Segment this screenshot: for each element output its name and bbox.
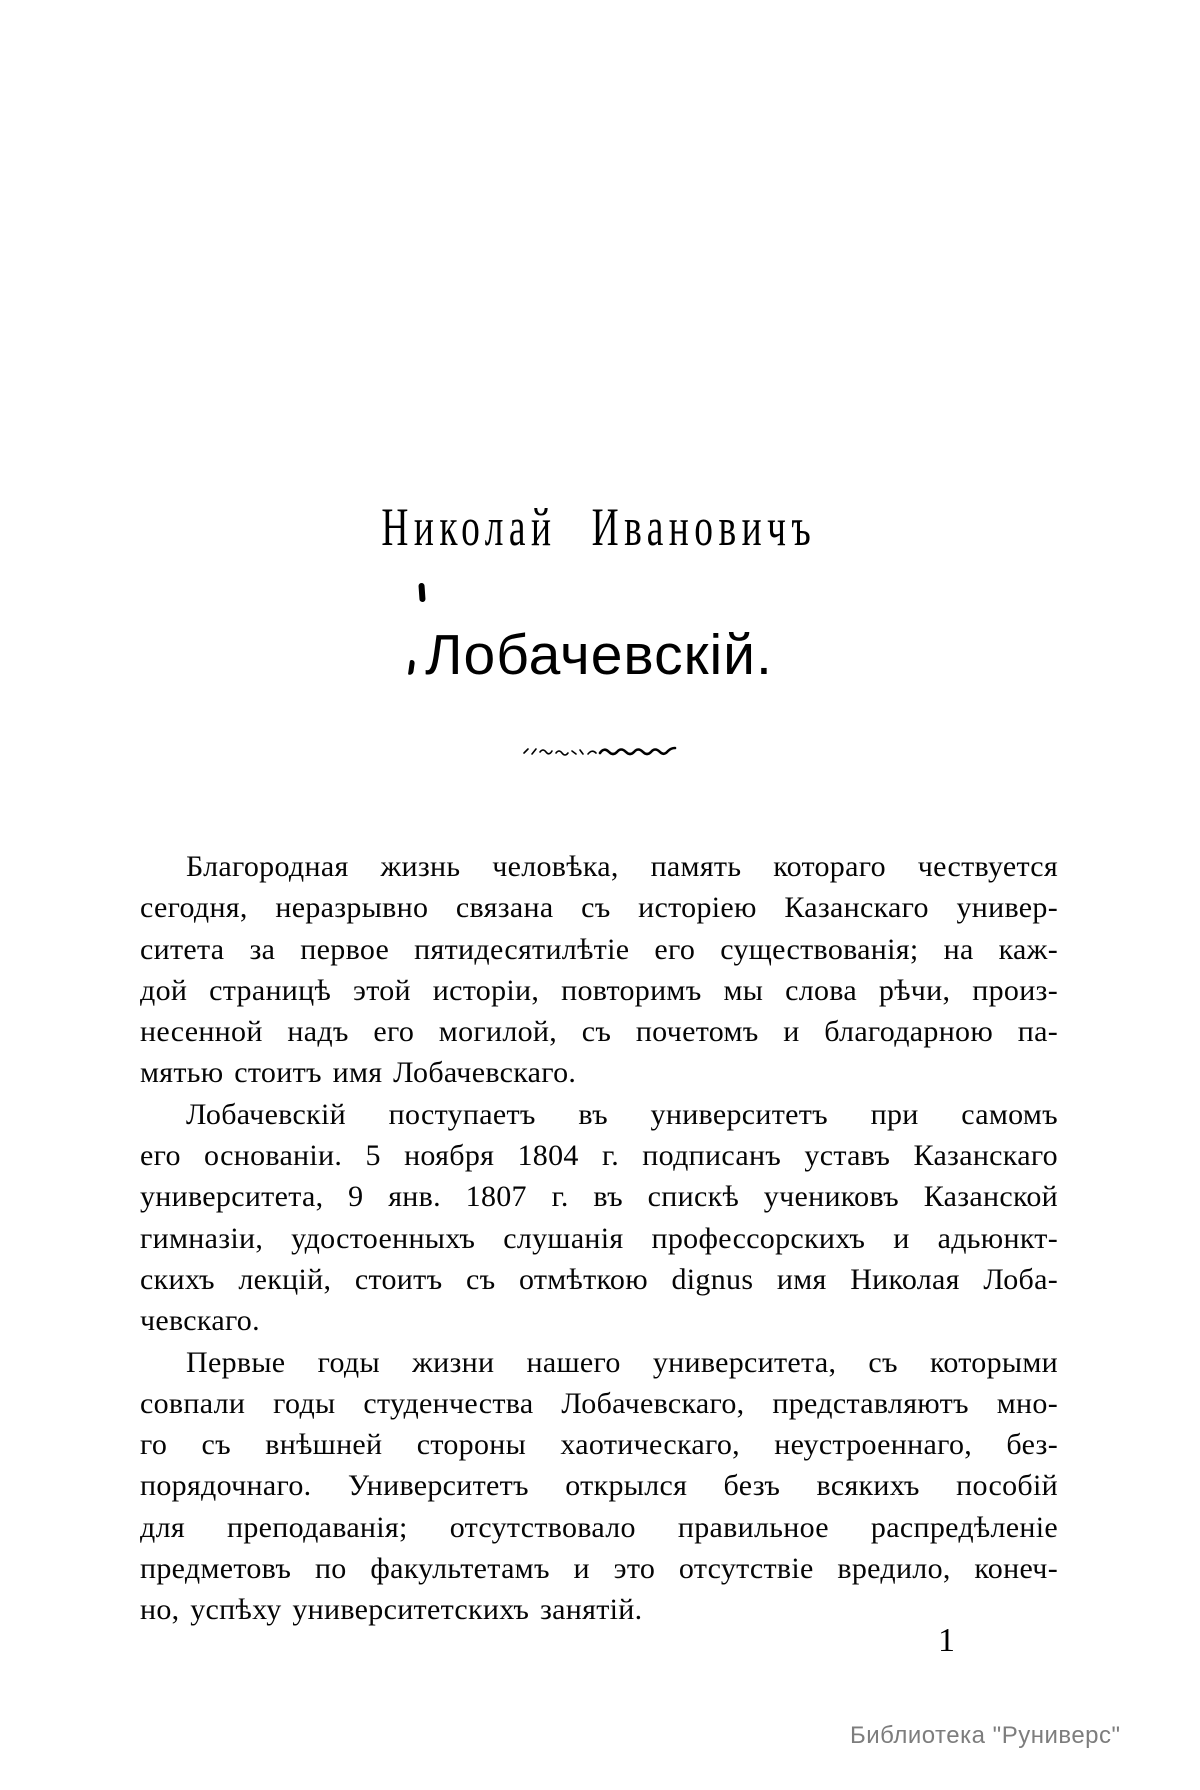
text-line: ситета за первое пятидесятилѣтіе его существованія; на каж- (140, 932, 1058, 966)
library-watermark: Библиотека "Руниверс" (850, 1722, 1121, 1749)
page-title-line2: Лобачевскій. (425, 623, 773, 687)
text-line: университета, 9 янв. 1807 г. въ спискѣ учениковъ Казанской (140, 1180, 1058, 1214)
text-line: для преподаванія; отсутствовало правильное распредѣленіе (140, 1510, 1058, 1544)
body-text (140, 846, 1058, 1631)
text-line: несенной надъ его могилой, съ почетомъ и благодарною па- (140, 1015, 1058, 1049)
page-title-line1: Николай Ивановичъ (381, 498, 817, 558)
text-line: го съ внѣшней стороны хаотическаго, неустроеннаго, без- (140, 1428, 1058, 1462)
text-line: скихъ лекцій, стоитъ съ отмѣткою dignus имя Николая Лоба- (140, 1262, 1058, 1296)
text-line: порядочнаго. Университетъ открылся безъ всякихъ пособій (140, 1469, 1058, 1503)
text-line: Благородная жизнь человѣка, память котораго чествуется (186, 850, 1058, 883)
text-line: его основаніи. 5 ноября 1804 г. подписанъ уставъ Казанскаго (140, 1139, 1058, 1173)
text-line: мятью стоитъ имя Лобачевскаго. (140, 1056, 577, 1090)
text-line: предметовъ по факультетамъ и это отсутствіе вредило, конеч- (140, 1552, 1058, 1586)
page-number: 1 (938, 1622, 955, 1659)
text-line: Лобачевскій поступаетъ въ университетъ при самомъ (186, 1097, 1058, 1131)
title-block (140, 497, 1058, 558)
text-line: но, успѣху университетскихъ занятій. (140, 1593, 643, 1627)
text-line: гимназіи, удостоенныхъ слушанія профессорскихъ и адьюнкт- (140, 1221, 1058, 1255)
text-line: сегодня, неразрывно связана съ исторіею Казанскаго универ- (140, 891, 1058, 925)
text-line: чевскаго. (140, 1304, 260, 1338)
squiggle-divider-icon (522, 744, 682, 762)
text-line: дой страницѣ этой исторіи, повторимъ мы слова рѣчи, произ- (140, 973, 1058, 1007)
title-block-2 (140, 622, 1058, 688)
ink-speck-icon (418, 583, 425, 602)
text-line: совпали годы студенчества Лобачевскаго, представляютъ мно- (140, 1386, 1058, 1420)
text-line: Первые годы жизни нашего университета, съ которыми (186, 1345, 1058, 1379)
